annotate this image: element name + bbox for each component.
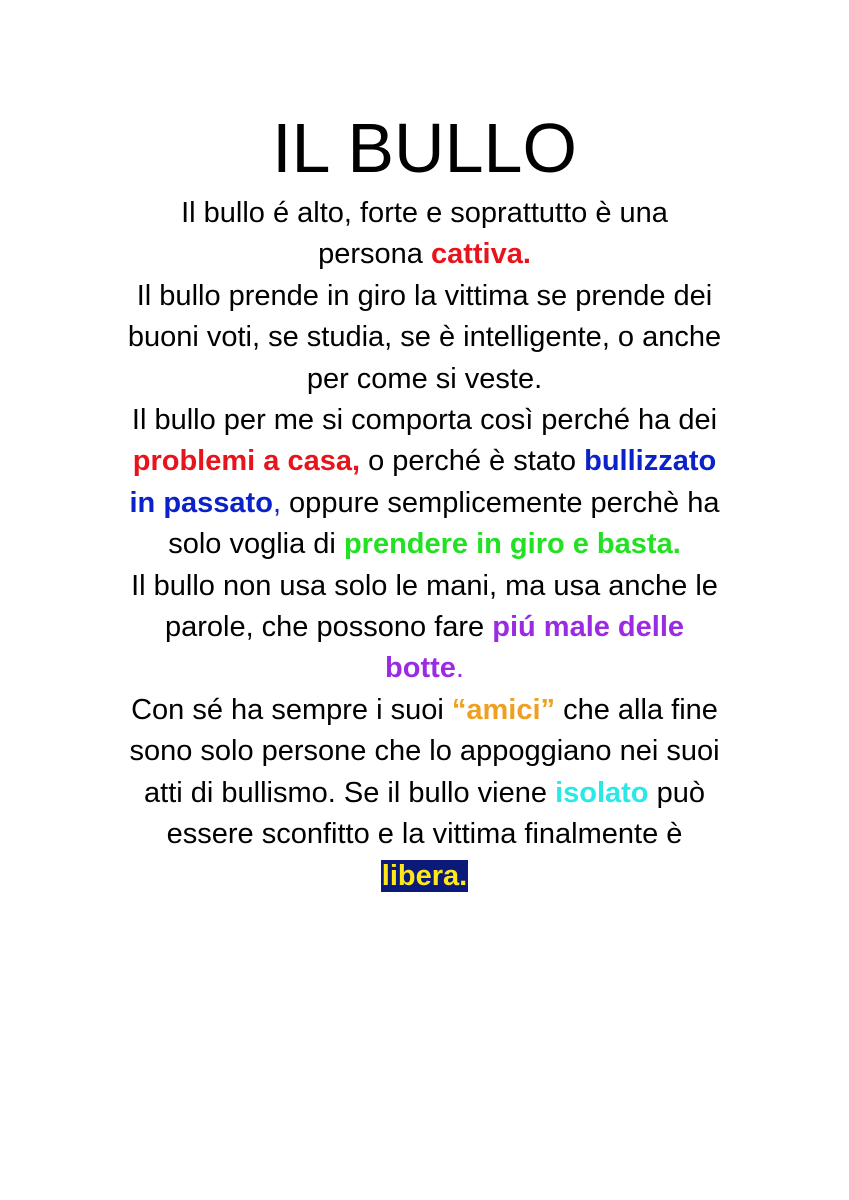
text-line — [90, 814, 759, 855]
highlight-problemi-a-casa: problemi a casa, — [132, 445, 361, 478]
document-body — [90, 193, 759, 897]
text-line — [90, 400, 759, 441]
text-line — [90, 359, 759, 400]
text-segment: parole, che possono fare — [164, 611, 493, 644]
text-segment: Con sé ha sempre i suoi — [131, 693, 452, 726]
text-line — [90, 276, 759, 317]
highlight-botte: botte — [385, 652, 456, 685]
text-segment: o perché è stato — [360, 445, 585, 478]
text-segment: che alla fine — [555, 693, 718, 726]
text-line — [90, 607, 759, 648]
document-title: IL BULLO — [272, 109, 577, 187]
highlight-in-passato: in passato — [129, 486, 273, 519]
text-segment: essere sconfitto e la vittima finalmente è — [166, 818, 683, 851]
text-segment: oppure semplicemente perchè ha — [281, 486, 720, 519]
highlight-cattiva: cattiva. — [430, 238, 531, 271]
text-segment: buoni voti, se studia, se è intelligente, o anche — [127, 321, 722, 354]
text-line — [90, 524, 759, 565]
text-line — [90, 566, 759, 607]
highlight-bullizzato: bullizzato — [584, 445, 717, 478]
text-segment: sono solo persone che lo appoggiano nei suoi — [129, 735, 720, 768]
text-segment: Il bullo prende in giro la vittima se prende dei — [136, 279, 713, 312]
text-segment: persona — [318, 238, 431, 271]
text-line — [90, 648, 759, 689]
highlight-isolato: isolato — [555, 776, 649, 809]
text-segment: solo voglia di — [168, 528, 344, 561]
text-line — [90, 731, 759, 772]
text-segment: , — [272, 486, 281, 519]
text-line — [90, 773, 759, 814]
text-line — [90, 690, 759, 731]
text-segment: Il bullo per me si comporta così perché ha dei — [131, 404, 718, 437]
text-segment: Il bullo non usa solo le mani, ma usa anche le — [131, 569, 718, 602]
highlight-prendere-in-giro: prendere in giro e basta. — [343, 528, 681, 561]
text-line — [90, 234, 759, 275]
text-line — [90, 317, 759, 358]
text-line — [90, 856, 759, 897]
text-segment: Il bullo é alto, forte e soprattutto è una — [181, 197, 668, 229]
highlight-piu-male-delle: piú male delle — [492, 611, 685, 644]
text-line — [90, 193, 759, 234]
text-segment: atti di bullismo. Se il bullo viene — [144, 776, 556, 809]
text-segment: per come si veste. — [306, 362, 543, 395]
text-segment: può — [648, 776, 705, 809]
highlight-libera: libera. — [381, 859, 468, 892]
text-line — [90, 441, 759, 482]
text-segment: . — [455, 652, 464, 685]
text-line — [90, 483, 759, 524]
highlight-amici: “amici” — [451, 693, 556, 726]
